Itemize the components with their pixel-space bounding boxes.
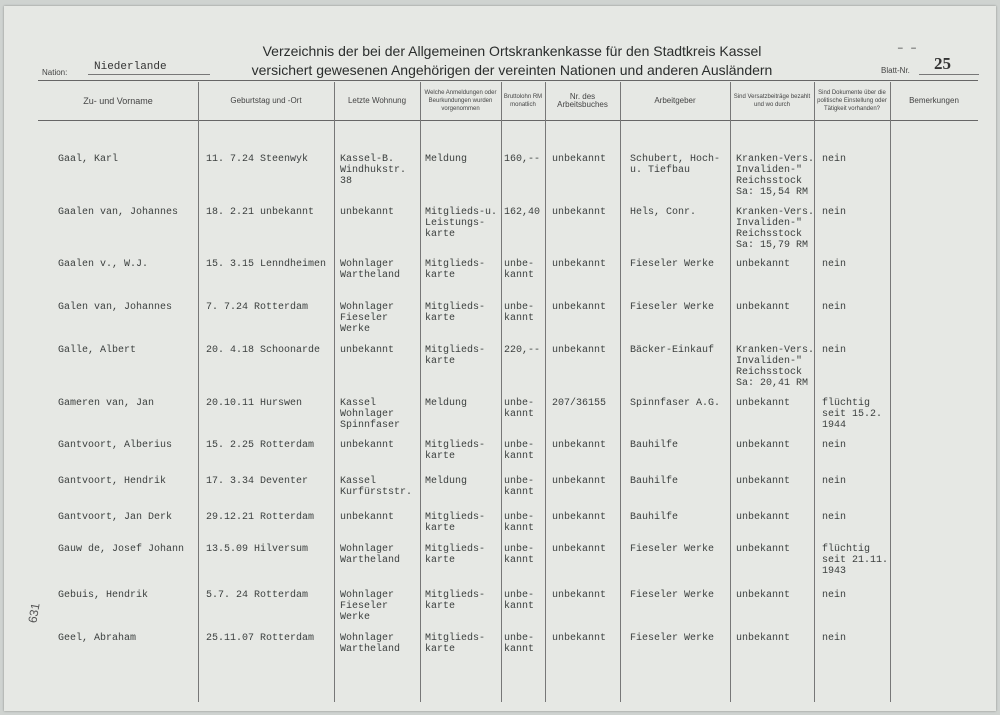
column-header: Bemerkungen bbox=[909, 96, 959, 105]
blatt-number: 25 bbox=[934, 54, 951, 73]
cell-contrib: unbekannt bbox=[736, 398, 791, 409]
title-line-2: versichert gewesenen Angehörigen der vereinten Nationen und anderen Ausländern bbox=[251, 62, 773, 78]
cell-birth: 20. 4.18 Schoonarde bbox=[206, 345, 321, 356]
cell-registration: Mitglieds- karte bbox=[425, 302, 486, 324]
cell-wage: 162,40 bbox=[504, 207, 541, 218]
cell-workbook: unbekannt bbox=[552, 590, 607, 601]
cell-registration: Mitglieds- karte bbox=[425, 512, 486, 534]
cell-employer: Fieseler Werke bbox=[630, 302, 715, 313]
cell-residence: Wohnlager Wartheland bbox=[340, 259, 401, 281]
cell-name: Gantvoort, Hendrik bbox=[58, 476, 167, 487]
cell-employer: Bäcker-Einkauf bbox=[630, 345, 715, 356]
cell-name: Geel, Abraham bbox=[58, 633, 137, 644]
cell-wage: unbe- kannt bbox=[504, 590, 535, 612]
column-rule bbox=[334, 82, 335, 702]
cell-registration: Mitglieds- karte bbox=[425, 544, 486, 566]
table-top-rule bbox=[38, 80, 978, 81]
cell-contrib: Kranken-Vers. Invaliden-" Reichsstock Sa: 15,54 RM bbox=[736, 154, 815, 198]
column-rule bbox=[890, 82, 891, 702]
column-header: Welche Anmeldungen oder Beurkundungen wurden vorgenommen bbox=[424, 90, 497, 112]
cell-registration: Meldung bbox=[425, 398, 468, 409]
nation-value: Niederlande bbox=[94, 61, 167, 73]
cell-employer: Hels, Conr. bbox=[630, 207, 697, 218]
column-rule bbox=[420, 82, 421, 702]
cell-documents: nein bbox=[822, 512, 847, 523]
cell-employer: Bauhilfe bbox=[630, 512, 679, 523]
cell-residence: unbekannt bbox=[340, 207, 395, 218]
cell-birth: 29.12.21 Rotterdam bbox=[206, 512, 315, 523]
cell-registration: Mitglieds- karte bbox=[425, 345, 486, 367]
column-rule bbox=[814, 82, 815, 702]
column-rule bbox=[198, 82, 199, 702]
cell-name: Gantvoort, Jan Derk bbox=[58, 512, 173, 523]
cell-documents: nein bbox=[822, 207, 847, 218]
cell-registration: Mitglieds- karte bbox=[425, 633, 486, 655]
cell-workbook: unbekannt bbox=[552, 633, 607, 644]
cell-birth: 15. 3.15 Lenndheimen bbox=[206, 259, 327, 270]
cell-contrib: unbekannt bbox=[736, 302, 791, 313]
cell-residence: Wohnlager Fieseler Werke bbox=[340, 590, 395, 623]
cell-name: Gaal, Karl bbox=[58, 154, 119, 165]
cell-workbook: unbekannt bbox=[552, 544, 607, 555]
cell-employer: Fieseler Werke bbox=[630, 544, 715, 555]
cell-documents: flüchtig seit 15.2. 1944 bbox=[822, 398, 883, 431]
cell-workbook: unbekannt bbox=[552, 345, 607, 356]
cell-documents: nein bbox=[822, 259, 847, 270]
column-header: Nr. des Arbeitsbuches bbox=[557, 92, 608, 109]
cell-employer: Bauhilfe bbox=[630, 440, 679, 451]
column-rule bbox=[730, 82, 731, 702]
cell-name: Gaalen van, Johannes bbox=[58, 207, 179, 218]
nation-underline bbox=[88, 74, 210, 75]
cell-documents: nein bbox=[822, 302, 847, 313]
cell-documents: nein bbox=[822, 345, 847, 356]
cell-residence: Wohnlager Fieseler Werke bbox=[340, 302, 395, 335]
cell-wage: unbe- kannt bbox=[504, 633, 535, 655]
cell-birth: 20.10.11 Hurswen bbox=[206, 398, 303, 409]
cell-wage: unbe- kannt bbox=[504, 398, 535, 420]
cell-workbook: unbekannt bbox=[552, 512, 607, 523]
cell-name: Galen van, Johannes bbox=[58, 302, 173, 313]
cell-documents: nein bbox=[822, 476, 847, 487]
column-rule bbox=[620, 82, 621, 702]
column-header: Sind Versatzbeiträge bezahlt und wo durch bbox=[733, 94, 811, 108]
cell-birth: 18. 2.21 unbekannt bbox=[206, 207, 315, 218]
column-rule bbox=[501, 82, 502, 702]
cell-residence: unbekannt bbox=[340, 440, 395, 451]
cell-workbook: unbekannt bbox=[552, 440, 607, 451]
table-header-rule bbox=[38, 120, 978, 121]
cell-wage: unbe- kannt bbox=[504, 302, 535, 324]
cell-birth: 17. 3.34 Deventer bbox=[206, 476, 309, 487]
cell-residence: Wohnlager Wartheland bbox=[340, 633, 401, 655]
cell-contrib: unbekannt bbox=[736, 476, 791, 487]
cell-name: Gantvoort, Alberius bbox=[58, 440, 173, 451]
cell-documents: nein bbox=[822, 440, 847, 451]
column-header: Letzte Wohnung bbox=[347, 96, 407, 105]
cell-name: Galle, Albert bbox=[58, 345, 137, 356]
cell-name: Gebuis, Hendrik bbox=[58, 590, 149, 601]
cell-registration: Mitglieds- karte bbox=[425, 259, 486, 281]
cell-registration: Mitglieds- karte bbox=[425, 590, 486, 612]
cell-residence: Wohnlager Wartheland bbox=[340, 544, 401, 566]
cell-wage: 220,-- bbox=[504, 345, 541, 356]
cell-employer: Fieseler Werke bbox=[630, 590, 715, 601]
column-header: Sind Dokumente über die politische Einstellung oder Tätigkeit vorhanden? bbox=[817, 90, 887, 112]
blatt-dash: – – bbox=[897, 43, 917, 55]
cell-employer: Schubert, Hoch- u. Tiefbau bbox=[630, 154, 721, 176]
cell-workbook: 207/36155 bbox=[552, 398, 607, 409]
cell-contrib: unbekannt bbox=[736, 259, 791, 270]
cell-contrib: unbekannt bbox=[736, 590, 791, 601]
cell-birth: 11. 7.24 Steenwyk bbox=[206, 154, 309, 165]
cell-residence: unbekannt bbox=[340, 512, 395, 523]
cell-residence: Kassel Wohnlager Spinnfaser bbox=[340, 398, 401, 431]
cell-employer: Fieseler Werke bbox=[630, 633, 715, 644]
cell-wage: unbe- kannt bbox=[504, 476, 535, 498]
cell-residence: Kassel Kurfürststr. bbox=[340, 476, 413, 498]
cell-birth: 7. 7.24 Rotterdam bbox=[206, 302, 309, 313]
margin-note: 631 bbox=[25, 601, 43, 625]
title-line-1: Verzeichnis der bei der Allgemeinen Ortskrankenkasse für den Stadtkreis Kassel bbox=[262, 43, 762, 59]
column-header: Bruttolohn RM monatlich bbox=[503, 94, 543, 108]
document-sheet bbox=[4, 6, 996, 711]
cell-employer: Fieseler Werke bbox=[630, 259, 715, 270]
cell-employer: Spinnfaser A.G. bbox=[630, 398, 721, 409]
cell-name: Gaalen v., W.J. bbox=[58, 259, 149, 270]
cell-wage: unbe- kannt bbox=[504, 259, 535, 281]
cell-workbook: unbekannt bbox=[552, 302, 607, 313]
document-title bbox=[242, 42, 782, 80]
cell-contrib: Kranken-Vers. Invaliden-" Reichsstock Sa: 20,41 RM bbox=[736, 345, 815, 389]
cell-name: Gauw de, Josef Johann bbox=[58, 544, 185, 555]
cell-name: Gameren van, Jan bbox=[58, 398, 155, 409]
cell-wage: 160,-- bbox=[504, 154, 541, 165]
cell-birth: 25.11.07 Rotterdam bbox=[206, 633, 315, 644]
cell-documents: nein bbox=[822, 590, 847, 601]
cell-employer: Bauhilfe bbox=[630, 476, 679, 487]
cell-contrib: unbekannt bbox=[736, 544, 791, 555]
column-header: Arbeitgeber bbox=[654, 96, 696, 105]
cell-registration: Meldung bbox=[425, 476, 468, 487]
cell-workbook: unbekannt bbox=[552, 259, 607, 270]
cell-birth: 13.5.09 Hilversum bbox=[206, 544, 309, 555]
cell-residence: Kassel-B. Windhukstr. 38 bbox=[340, 154, 407, 187]
cell-wage: unbe- kannt bbox=[504, 544, 535, 566]
cell-registration: Mitglieds- karte bbox=[425, 440, 486, 462]
blatt-underline bbox=[919, 74, 979, 75]
column-header: Zu- und Vorname bbox=[83, 96, 153, 106]
cell-documents: flüchtig seit 21.11. 1943 bbox=[822, 544, 889, 577]
cell-workbook: unbekannt bbox=[552, 154, 607, 165]
cell-documents: nein bbox=[822, 154, 847, 165]
cell-wage: unbe- kannt bbox=[504, 440, 535, 462]
cell-contrib: unbekannt bbox=[736, 512, 791, 523]
cell-workbook: unbekannt bbox=[552, 207, 607, 218]
cell-birth: 5.7. 24 Rotterdam bbox=[206, 590, 309, 601]
cell-birth: 15. 2.25 Rotterdam bbox=[206, 440, 315, 451]
column-rule bbox=[545, 82, 546, 702]
cell-registration: Mitglieds-u. Leistungs- karte bbox=[425, 207, 498, 240]
nation-label: Nation: bbox=[42, 68, 68, 77]
cell-workbook: unbekannt bbox=[552, 476, 607, 487]
cell-residence: unbekannt bbox=[340, 345, 395, 356]
column-header: Geburtstag und -Ort bbox=[230, 96, 302, 105]
cell-contrib: unbekannt bbox=[736, 633, 791, 644]
cell-documents: nein bbox=[822, 633, 847, 644]
cell-registration: Meldung bbox=[425, 154, 468, 165]
blatt-label: Blatt-Nr. bbox=[881, 66, 910, 75]
cell-wage: unbe- kannt bbox=[504, 512, 535, 534]
cell-contrib: unbekannt bbox=[736, 440, 791, 451]
cell-contrib: Kranken-Vers. Invaliden-" Reichsstock Sa: 15,79 RM bbox=[736, 207, 815, 251]
